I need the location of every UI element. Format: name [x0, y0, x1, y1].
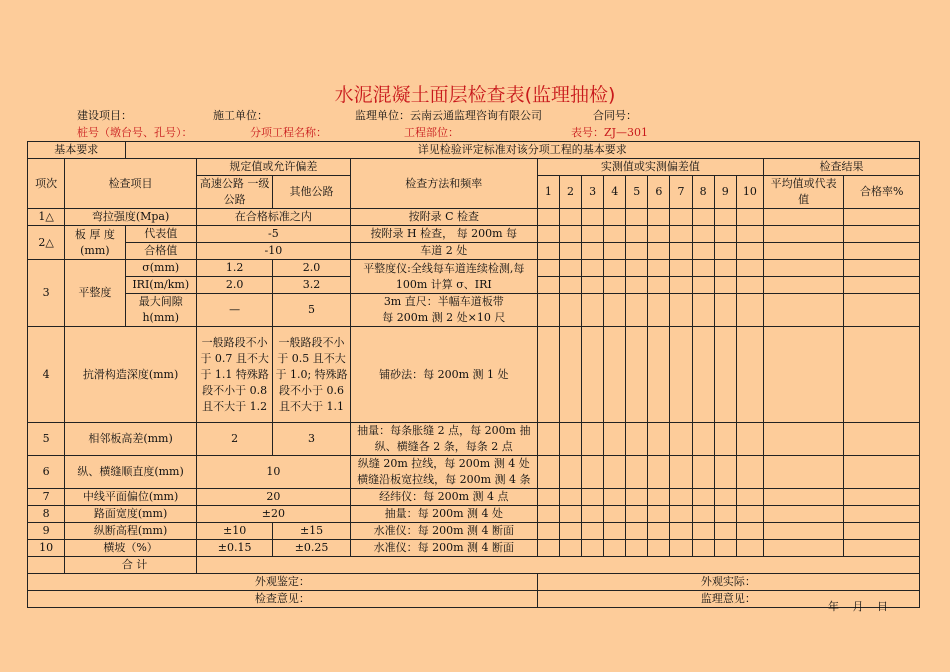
row-no: 8 [28, 506, 65, 523]
row-spec: -5 [196, 226, 350, 243]
row-spec-highway: 一般路段不小于 0.7 且不大于 1.1 特殊路段不小于 0.8 且不大于 1.2 [196, 327, 272, 423]
row-spec: 10 [196, 456, 350, 489]
row-item: 横坡（%） [65, 540, 197, 557]
row-no: 9 [28, 523, 65, 540]
row-method: 按附录 C 检查 [350, 209, 537, 226]
row-method: 抽量：每条胀缝 2 点，每 200m 抽纵、横缝各 2 条，每条 2 点 [350, 423, 537, 456]
row-method: 经纬仪：每 200m 测 4 点 [350, 489, 537, 506]
table-row [28, 423, 920, 456]
col-highway: 高速公路 一级公路 [196, 176, 272, 209]
form-no: 表号：ZJ—301 [571, 126, 649, 139]
row-no: 6 [28, 456, 65, 489]
row-spec: -10 [196, 243, 350, 260]
row-item: 板 厚 度 (mm) [65, 226, 125, 260]
contract-no-label: 合同号： [593, 109, 637, 122]
page-title: 水泥混凝土面层检查表(监理抽检) [334, 84, 616, 106]
basic-text: 详见检验评定标准对该分项工程的基本要求 [125, 142, 919, 159]
col-num: 5 [626, 176, 648, 209]
table-row [28, 506, 920, 523]
table-row [28, 294, 920, 327]
row-method: 抽量：每 200m 测 4 处 [350, 506, 537, 523]
row-method-line: 3m 直尺：半幅车道板带 [383, 295, 504, 308]
header-row-1 [28, 159, 920, 176]
row-item: 抗滑构造深度(mm) [65, 327, 197, 423]
row-item: 路面宽度(mm) [65, 506, 197, 523]
col-rate: 合格率% [844, 176, 920, 209]
row-item: 平整度 [65, 260, 125, 327]
row-method: 水准仪：每 200m 测 4 断面 [350, 540, 537, 557]
col-check-item: 检查项目 [65, 159, 197, 209]
supervisor-label: 监理单位：云南云通监理咨询有限公司 [355, 109, 542, 122]
col-num: 4 [604, 176, 626, 209]
row-method [350, 294, 537, 327]
row-no: 10 [28, 540, 65, 557]
row-method: 铺砂法：每 200m 测 1 处 [350, 327, 537, 423]
row-subitem: 最大间隙 h(mm) [125, 294, 196, 327]
table-row [28, 327, 920, 423]
subproject-label: 分项工程名称： [250, 126, 327, 139]
row-spec: 20 [196, 489, 350, 506]
col-avg: 平均值或代表值 [763, 176, 843, 209]
table-row [28, 243, 920, 260]
col-method: 检查方法和频率 [350, 159, 537, 209]
row-spec-other: ±0.25 [273, 540, 350, 557]
row-spec-other: ±15 [273, 523, 350, 540]
col-other: 其他公路 [273, 176, 350, 209]
row-item: 中线平面偏位(mm) [65, 489, 197, 506]
col-num: 7 [670, 176, 692, 209]
col-num: 1 [537, 176, 559, 209]
row-spec-other: 3 [273, 423, 350, 456]
row-method-line: 横缝沿板宽拉线，每 200m 测 4 条 [357, 473, 531, 486]
row-item: 相邻板高差(mm) [65, 423, 197, 456]
row-method: 按附录 H 检查， 每 200m 每 [350, 226, 537, 243]
table-row [28, 456, 920, 489]
inspection-opinion[interactable]: 检查意见： [28, 591, 538, 608]
basic-label: 基本要求 [28, 142, 126, 159]
row-spec-highway: 2 [196, 423, 272, 456]
row-method: 水准仪：每 200m 测 4 断面 [350, 523, 537, 540]
col-num: 8 [692, 176, 714, 209]
row-item: 纵、横缝顺直度(mm) [65, 456, 197, 489]
row-no: 5 [28, 423, 65, 456]
inspection-table [27, 141, 920, 608]
row-spec: ±20 [196, 506, 350, 523]
row-spec-highway: 1.2 [196, 260, 272, 277]
row-subitem: 代表值 [125, 226, 196, 243]
table-row [28, 540, 920, 557]
basic-requirement-row [28, 142, 920, 159]
row-method [350, 456, 537, 489]
row-subitem: σ(mm) [125, 260, 196, 277]
appearance-actual[interactable]: 外观实际： [537, 574, 919, 591]
date-line: 年 月 日 [828, 600, 888, 613]
location-label: 工程部位： [404, 126, 459, 139]
row-no: 7 [28, 489, 65, 506]
row-no: 3 [28, 260, 65, 327]
row-spec-other: 5 [273, 294, 350, 327]
total-label: 合 计 [65, 557, 197, 574]
row-method: 车道 2 处 [350, 243, 537, 260]
table-row [28, 523, 920, 540]
table-row [28, 489, 920, 506]
project-label: 建设项目： [77, 109, 132, 122]
footer-row [28, 591, 920, 608]
col-num: 9 [714, 176, 736, 209]
row-spec-highway: ±10 [196, 523, 272, 540]
table-row [28, 209, 920, 226]
total-row [28, 557, 920, 574]
row-item: 弯拉强度(Mpa) [65, 209, 197, 226]
footer-row [28, 574, 920, 591]
station-label: 桩号（墩台号、孔号）： [77, 126, 193, 139]
row-no: 2△ [28, 226, 65, 260]
row-spec-highway: — [196, 294, 272, 327]
col-num: 10 [736, 176, 763, 209]
col-num: 2 [559, 176, 581, 209]
col-item-no: 项次 [28, 159, 65, 209]
supervision-opinion[interactable]: 监理意见： [537, 591, 919, 608]
row-no: 4 [28, 327, 65, 423]
row-method: 平整度仪:全线每车道连续检测,每 100m 计算 σ、IRI [350, 260, 537, 294]
col-result: 检查结果 [763, 159, 919, 176]
col-num: 3 [582, 176, 604, 209]
table-row [28, 260, 920, 277]
col-spec: 规定值或允许偏差 [196, 159, 350, 176]
row-spec-highway: 2.0 [196, 277, 272, 294]
contractor-label: 施工单位： [213, 109, 268, 122]
col-num: 6 [648, 176, 670, 209]
row-item: 纵断高程(mm) [65, 523, 197, 540]
row-spec: 在合格标准之内 [196, 209, 350, 226]
col-measured: 实测值或实测偏差值 [537, 159, 763, 176]
row-method-line: 纵缝 20m 拉线，每 200m 测 4 处 [357, 457, 530, 470]
row-spec-other: 2.0 [273, 260, 350, 277]
row-subitem: IRI(m/km) [125, 277, 196, 294]
row-subitem: 合格值 [125, 243, 196, 260]
row-spec-other: 一般路段不小于 0.5 且不大于 1.0; 特殊路段不小于 0.6 且不大于 1.1 [273, 327, 350, 423]
row-spec-highway: ±0.15 [196, 540, 272, 557]
table-row [28, 226, 920, 243]
row-no: 1△ [28, 209, 65, 226]
appearance-check[interactable]: 外观鉴定： [28, 574, 538, 591]
row-spec-other: 3.2 [273, 277, 350, 294]
row-method-line: 每 200m 测 2 处×10 尺 [382, 311, 506, 324]
